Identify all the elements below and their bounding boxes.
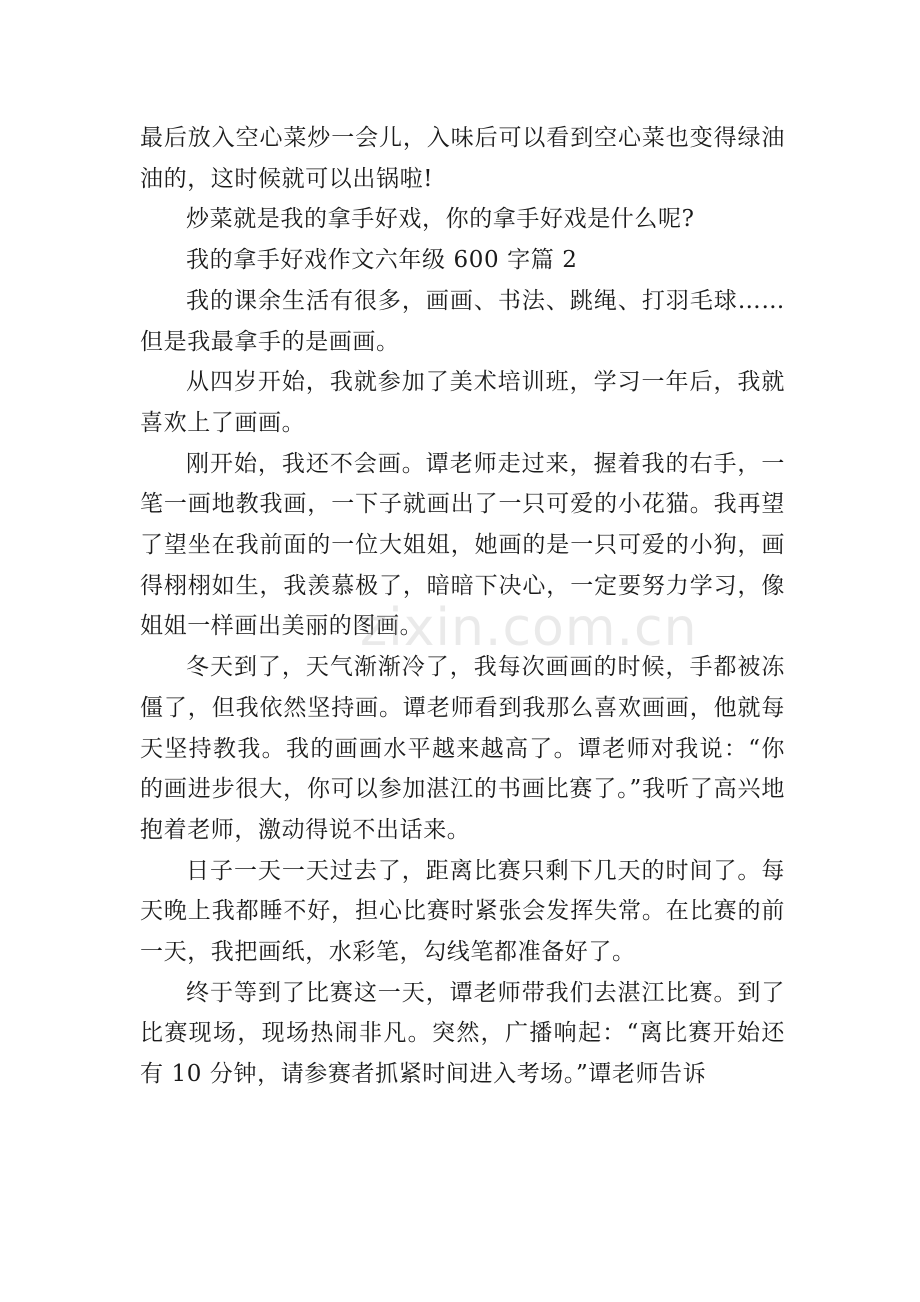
section-heading: 我的拿手好戏作文六年级 600 字篇 2 bbox=[186, 247, 578, 274]
paragraph-5: 从四岁开始，我就参加了美术培训班，学习一年后，我就喜欢上了画画。 bbox=[140, 369, 785, 436]
paragraph-9: 终于等到了比赛这一天，谭老师带我们去湛江比赛。到了比赛现场，现场热闹非凡。突然，广播响起：“离比赛开始还有 10 分钟，请参赛者抓紧时间进入考场。”谭老师告诉 bbox=[140, 979, 785, 1088]
watermark: zixin.com.cn bbox=[360, 598, 698, 658]
paragraph-6: 刚开始，我还不会画。谭老师走过来，握着我的右手，一笔一画地教我画，一下子就画出了一只可爱的小花猫。我再望了望坐在我前面的一位大姐姐，她画的是一只可爱的小狗，画得栩栩如生，我羡慕极了，暗暗下决心，一定要努力学习，像姐姐一样画出美丽的图画。 bbox=[140, 450, 785, 640]
paragraph-7: 冬天到了，天气渐渐冷了，我每次画画的时候，手都被冻僵了，但我依然坚持画。谭老师看到我那么喜欢画画，他就每天坚持教我。我的画画水平越来越高了。谭老师对我说：“你的画进步很大，你可以参加湛江的书画比赛了。”我听了高兴地抱着老师，激动得说不出话来。 bbox=[140, 654, 785, 843]
paragraph-4: 我的课余生活有很多，画画、书法、跳绳、打羽毛球……但是我最拿手的是画画。 bbox=[140, 287, 785, 355]
paragraph-2: 炒菜就是我的拿手好戏，你的拿手好戏是什么呢? bbox=[186, 206, 695, 233]
paragraph-8: 日子一天一天过去了，距离比赛只剩下几天的时间了。每天晚上我都睡不好，担心比赛时紧张会发挥失常。在比赛的前一天，我把画纸，水彩笔，勾线笔都准备好了。 bbox=[140, 857, 785, 966]
document-body bbox=[140, 118, 785, 1095]
paragraph-1: 最后放入空心菜炒一会儿，入味后可以看到空心菜也变得绿油油的，这时候就可以出锅啦! bbox=[140, 125, 785, 192]
